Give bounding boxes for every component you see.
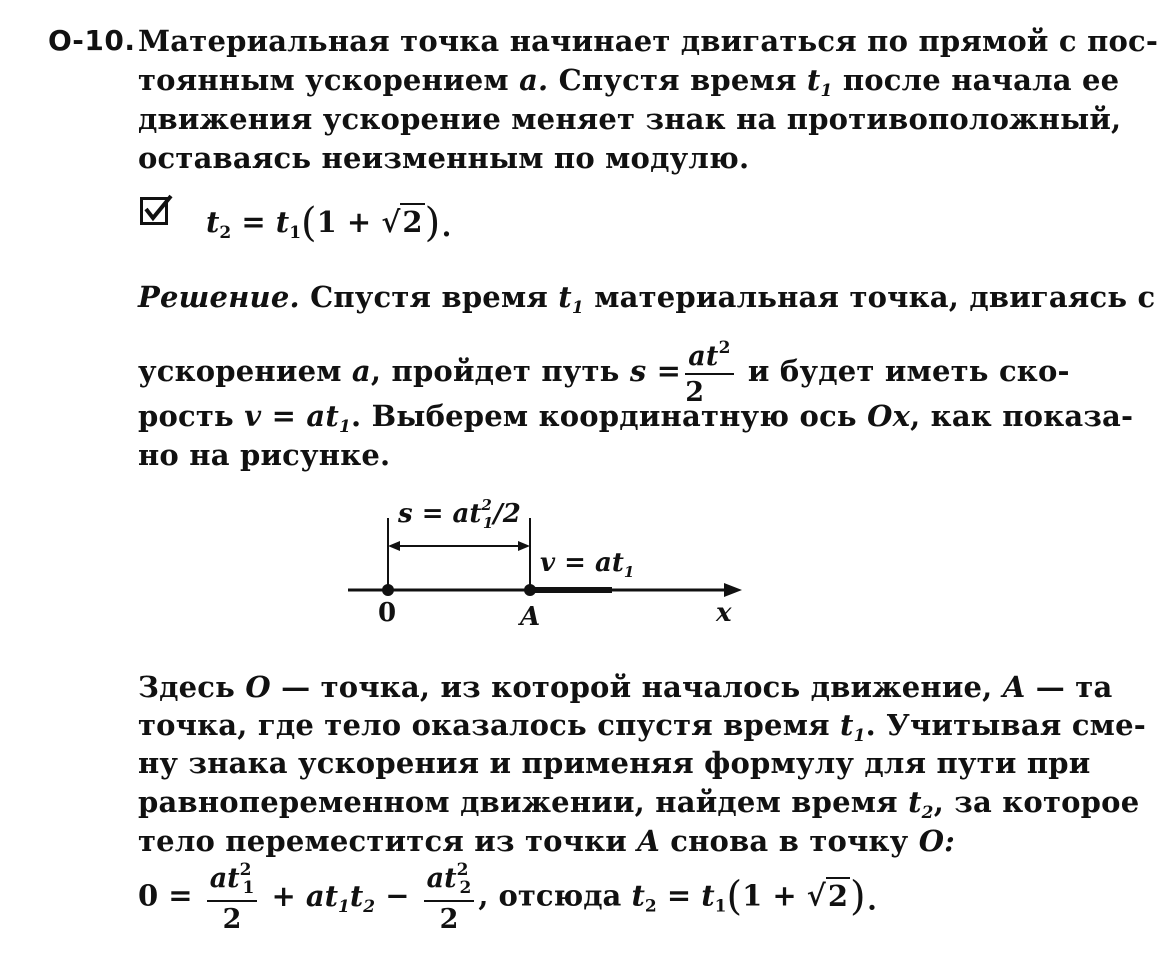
origin-point: [382, 584, 394, 596]
var-t1: $t_1$: [806, 63, 833, 101]
distance-arrow-right: [518, 541, 530, 551]
explanation-line-1: Здесь O — точка, из которой началось движение, A — та: [138, 670, 1113, 704]
explanation-line-2: точка, где тело оказалось спустя время $t_1$. Учитывая сме-: [138, 708, 1146, 746]
distance-arrow-left: [388, 541, 400, 551]
problem-line-1: Материальная точка начинает двигаться по прямой с пос-: [138, 24, 1158, 58]
point-a: [524, 584, 536, 596]
solution-line-4: но на рисунке.: [138, 438, 391, 472]
origin-label: 0: [378, 598, 397, 628]
solution-line-1: Решение. Спустя время $t_1$ материальная точка, двигаясь с: [138, 280, 1156, 318]
point-a-label: A: [520, 602, 541, 632]
explanation-line-4: равнопеременном движении, найдем время $t_2$, за которое: [138, 785, 1140, 823]
spustya-vremya: Спустя время: [558, 63, 797, 97]
problem-line-3: движения ускорение меняет знак на противоположный,: [138, 102, 1122, 136]
explanation-line-5: тело переместится из точки A снова в точку O:: [138, 824, 956, 858]
solution-line-3: рость $v = at_1$. Выберем координатную ось Ox, как показа-: [138, 399, 1134, 437]
v-label: $v = at_1$: [540, 548, 635, 581]
x-axis-arrow: [724, 583, 742, 597]
explanation-line-3: ну знака ускорения и применяя формулу для пути при: [138, 746, 1091, 780]
fraction-s: $\frac{at^2}{2}$: [685, 340, 733, 406]
solution-label: Решение.: [138, 280, 300, 314]
axis-x-label: x: [716, 598, 732, 628]
final-equation: 0 = $\frac{at^2_1}{2}$ + $at_1t_2$ − $\frac{at^2_2}{2}$ , отсюда $t_2 = t_1(1 + √2)$.: [138, 860, 879, 935]
problem-number: О-10.: [48, 24, 136, 57]
checkmark-icon: [143, 194, 175, 226]
solution-line-2: ускорением a, пройдет путь s = $\frac{at^2}{2}$ и будет иметь ско-: [138, 338, 1070, 408]
problem-line-2-tail: после начала ее: [842, 63, 1120, 97]
problem-line-2-text: тоянным ускорением: [138, 63, 509, 97]
s-label: $s = at^2_1/2$: [398, 496, 521, 532]
answer-formula: $t_2 = t_1(1 + √2)$.: [206, 200, 453, 246]
motion-diagram: [340, 494, 760, 638]
problem-line-4: оставаясь неизменным по модулю.: [138, 141, 750, 175]
var-a: a.: [519, 63, 549, 97]
answer-checkbox: [140, 197, 168, 225]
